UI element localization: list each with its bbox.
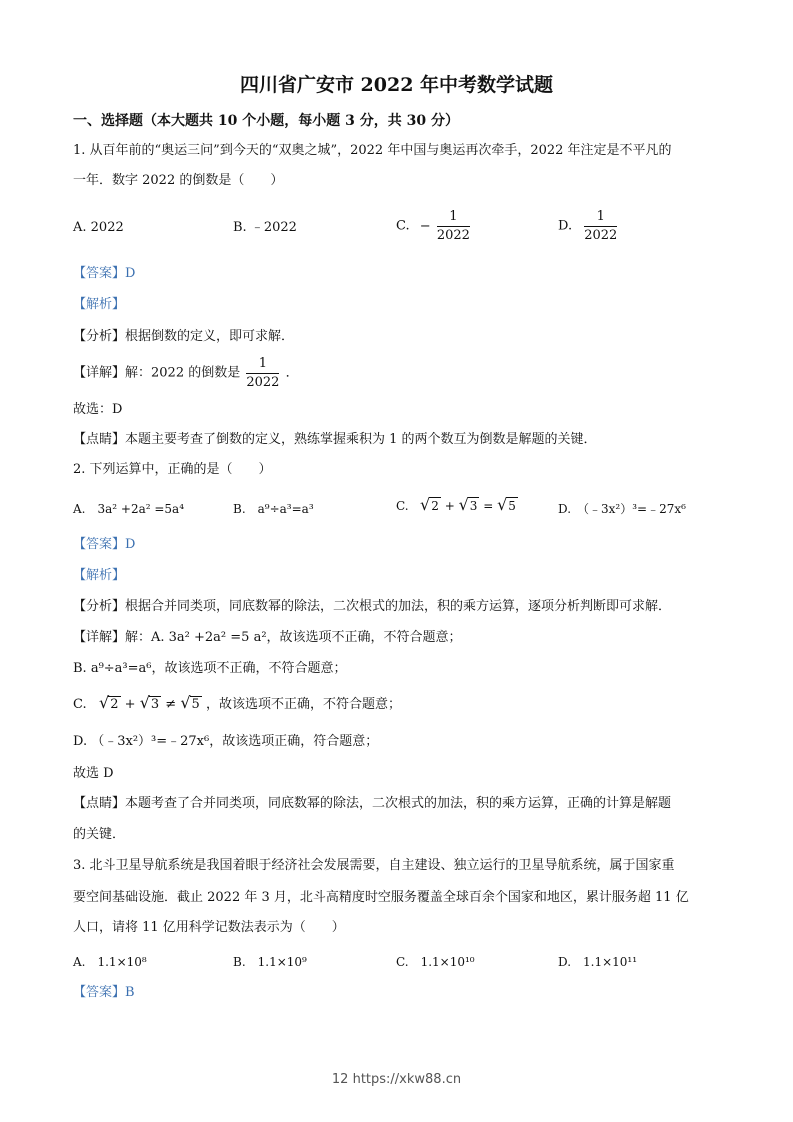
q2-guxuan: 故选 D <box>73 766 114 781</box>
q3-option-c: C. 1.1×10¹⁰ <box>396 955 475 969</box>
page-title: 四川省广安市 2022 年中考数学试题 <box>239 74 554 96</box>
q1-analysis-label: 【解析】 <box>73 297 126 312</box>
radicand: 5 <box>508 499 516 513</box>
q2-option-c-label: C. <box>396 499 409 513</box>
radicand: 2 <box>110 697 119 712</box>
sqrt-icon: √ <box>497 495 508 514</box>
radicand: 3 <box>150 697 160 712</box>
q2-detail-c-text: ，故该选项不正确，不符合题意； <box>205 697 401 712</box>
q2-detail-a: 【详解】解：A. 3a² +2a² =5 a²，故该选项不正确，不符合题意； <box>73 630 462 645</box>
sqrt-icon: √ <box>420 495 431 514</box>
q1-stem-line2: 一年．数字 2022 的倒数是（ ） <box>73 173 284 188</box>
q1-option-c-sign: − <box>419 218 431 234</box>
radicand: 2 <box>431 499 439 513</box>
q2-option-b: B. a⁹÷a³=a³ <box>233 502 314 516</box>
sqrt-icon: √ <box>458 495 469 514</box>
q3-answer: 【答案】B <box>73 985 135 1000</box>
q1-fenxi: 【分析】根据倒数的定义，即可求解． <box>73 329 295 344</box>
q1-option-c <box>396 208 472 245</box>
q1-guxuan: 故选：D <box>73 402 123 417</box>
q2-option-c: C. √2 + √3 = √5 <box>396 495 516 514</box>
fraction-denominator: 2022 <box>436 228 470 243</box>
q2-dianjing-line2: 的关键． <box>73 827 126 842</box>
q2-option-a: A. 3a² +2a² =5a⁴ <box>73 502 185 516</box>
q1-option-b: B. ﹣2022 <box>233 220 297 235</box>
radicand: 5 <box>191 697 200 712</box>
q1-option-a: A. 2022 <box>73 220 124 235</box>
q2-detail-c-label: C. <box>73 697 87 712</box>
page-footer-link[interactable]: 12 https://xkw88.cn <box>331 1072 462 1087</box>
q2-option-d: D. （﹣3x²）³=﹣27x⁶ <box>558 502 686 516</box>
sqrt-icon: √ <box>99 693 110 712</box>
q2-fenxi: 【分析】根据合并同类项，同底数幂的除法，二次根式的加法，积的乘方运算，逐项分析判断即可求解． <box>73 599 672 614</box>
q3-option-b: B. 1.1×10⁹ <box>233 955 307 969</box>
q3-stem-line3: 人口，请将 11 亿用科学记数法表示为（ ） <box>73 920 345 935</box>
q1-dianjing: 【点睛】本题主要考查了倒数的定义，熟练掌握乘积为 1 的两个数互为倒数是解题的关键． <box>73 432 597 447</box>
q3-stem-line2: 要空间基础设施．截止 2022 年 3 月，北斗高精度时空服务覆盖全球百余个国家和地区，累计服务超 11 亿 <box>73 890 689 905</box>
q1-answer: 【答案】D <box>73 266 136 281</box>
q3-stem-line1: 3. 北斗卫星导航系统是我国着眼于经济社会发展需要，自主建设、独立运行的卫星导航系统，属于国家重 <box>73 858 675 873</box>
q2-detail-d: D. （﹣3x²）³=﹣27x⁶，故该选项正确，符合题意； <box>73 734 379 749</box>
q1-xiangjie-end: ． <box>285 365 299 381</box>
sqrt-icon: √ <box>139 693 150 712</box>
q1-xiangjie-text: 【详解】解：2022 的倒数是 <box>73 365 241 381</box>
fraction-numerator: 1 <box>246 355 279 374</box>
q1-option-d-label: D. <box>558 218 573 234</box>
q2-detail-b: B. a⁹÷a³=a⁶，故该选项不正确，不符合题意； <box>73 661 347 676</box>
q1-option-c-label: C. <box>396 218 410 234</box>
q1-option-d-fraction <box>584 208 617 245</box>
q1-stem-line1: 1. 从百年前的“奥运三问”到今天的“双奥之城”，2022 年中国与奥运再次牵手，2022 年注定是不平凡的 <box>73 143 672 158</box>
fraction-denominator: 2022 <box>584 228 618 243</box>
q1-option-d <box>558 208 619 245</box>
fraction-numerator: 1 <box>584 208 617 227</box>
q2-stem: 2. 下列运算中，正确的是（ ） <box>73 462 272 477</box>
q2-detail-c: C. √2 + √3 ≠ √5 ，故该选项不正确，不符合题意； <box>73 693 401 712</box>
section-heading: 一、选择题（本大题共 10 个小题，每小题 3 分，共 30 分） <box>73 113 459 129</box>
q2-dianjing-line1: 【点睛】本题考查了合并同类项，同底数幂的除法，二次根式的加法，积的乘方运算，正确的计算是解题 <box>73 796 672 811</box>
q3-option-d: D. 1.1×10¹¹ <box>558 955 638 969</box>
q2-answer: 【答案】D <box>73 537 136 552</box>
q1-option-c-fraction <box>437 208 470 245</box>
q2-analysis-label: 【解析】 <box>73 568 126 583</box>
q1-xiangjie <box>73 355 299 392</box>
fraction-denominator: 2022 <box>246 375 280 390</box>
fraction-numerator: 1 <box>437 208 470 227</box>
sqrt-icon: √ <box>180 693 191 712</box>
q1-xiangjie-fraction <box>246 355 279 392</box>
q3-option-a: A. 1.1×10⁸ <box>73 955 147 969</box>
radicand: 3 <box>469 499 478 513</box>
